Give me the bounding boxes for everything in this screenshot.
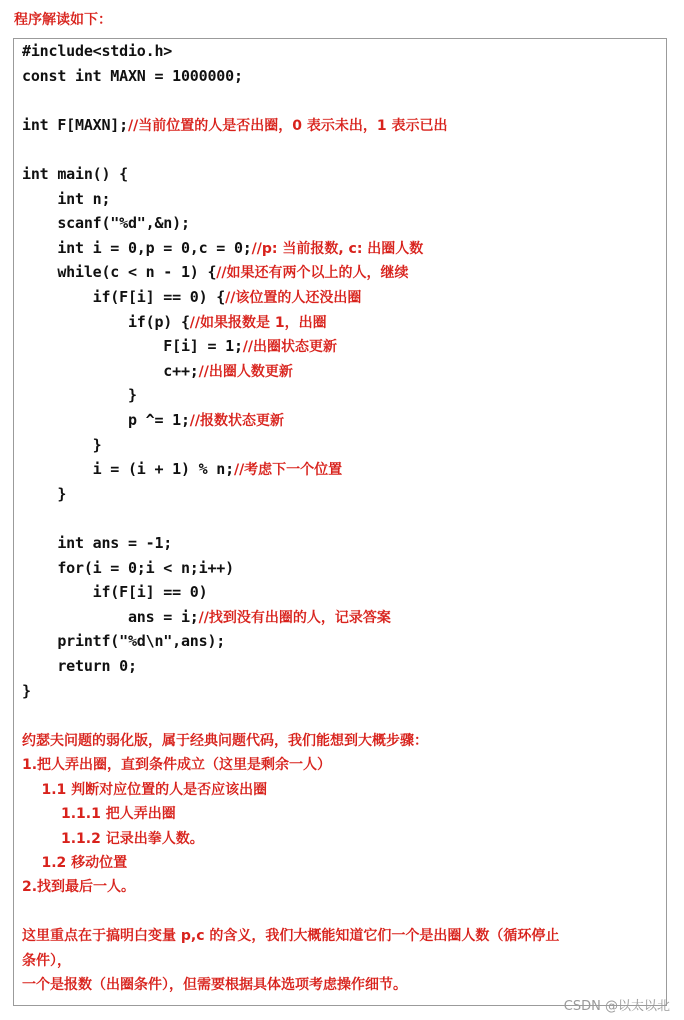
code-line [22, 39, 172, 63]
code-comment: //考虑下一个位置 [233, 462, 343, 479]
code-text: } [22, 681, 31, 700]
code-comment: //出圈人数更新 [198, 363, 293, 380]
code-line [22, 187, 110, 211]
code-text: while(c < n - 1) { [22, 263, 217, 282]
code-text: int main() { [22, 165, 128, 183]
code-line [22, 408, 284, 432]
code-line [22, 556, 234, 580]
code-comment: //找到没有出圈的人，记录答案 [198, 609, 391, 626]
code-line [22, 285, 361, 309]
code-line [22, 433, 101, 457]
code-comment: //出圈状态更新 [242, 339, 338, 356]
explanation-line: 条件）， [22, 952, 71, 969]
code-line [22, 629, 225, 653]
code-line [22, 211, 190, 235]
code-comment: //p: 当前报数, c: 出圈人数 [251, 240, 424, 257]
code-line [22, 260, 409, 284]
code-explanation-box [13, 38, 667, 1006]
explanation-line: 1.1.2 记录出拳人数。 [22, 830, 204, 847]
code-comment: //该位置的人还没出圈 [225, 290, 362, 306]
code-comment: //报数状态更新 [189, 413, 285, 429]
code-line [22, 236, 423, 260]
code-text: if(F[i] == 0) [22, 583, 208, 602]
code-text: ans = i; [22, 607, 199, 626]
explanation-line: 2.找到最后一人。 [22, 879, 136, 896]
explanation-line: 1.1 判断对应位置的人是否应该出圈 [22, 781, 268, 798]
code-text: int F[MAXN]; [22, 115, 128, 134]
code-line [22, 531, 172, 555]
code-comment: //如果报数是 1，出圈 [189, 314, 327, 331]
code-text: if(p) { [22, 312, 190, 331]
code-text: } [22, 386, 137, 405]
code-line [22, 310, 327, 334]
code-line [22, 482, 66, 506]
explanation-line: 1.2 移动位置 [22, 855, 128, 871]
code-text: i = (i + 1) % n; [22, 460, 234, 479]
code-line [22, 654, 137, 678]
code-line [22, 457, 342, 481]
code-line [22, 359, 293, 383]
explanation-line: 约瑟夫问题的弱化版，属于经典问题代码，我们能想到大概步骤： [22, 733, 428, 749]
code-text: if(F[i] == 0) { [22, 288, 226, 306]
code-text: p ^= 1; [22, 411, 190, 429]
watermark: CSDN @以太以北 [563, 999, 670, 1014]
explanation-line: 1.把人弄出圈，直到条件成立（这里是剩余一人） [22, 757, 332, 774]
code-comment: //如果还有两个以上的人，继续 [216, 265, 409, 282]
code-text: c++; [22, 361, 199, 380]
code-line [22, 580, 207, 604]
explanation-line: 一个是报数（出圈条件），但需要根据具体选项考虑操作细节。 [22, 977, 407, 993]
code-line [22, 334, 337, 358]
code-text: int n; [22, 189, 111, 208]
code-text: } [22, 484, 67, 503]
code-comment: //当前位置的人是否出圈，0 表示未出，1 表示已出 [127, 117, 448, 134]
code-text: scanf("%d",&n); [22, 214, 190, 233]
code-text: } [22, 435, 102, 454]
code-line [22, 679, 31, 703]
code-line [22, 162, 128, 186]
code-text: printf("%d\n",ans); [22, 632, 226, 651]
code-line [22, 383, 137, 407]
code-text: return 0; [22, 657, 137, 675]
code-text: for(i = 0;i < n;i++) [22, 558, 234, 577]
page-heading: 程序解读如下： [14, 12, 112, 28]
code-line [22, 605, 391, 629]
code-text: F[i] = 1; [22, 337, 243, 356]
code-line [22, 64, 243, 88]
explanation-line: 1.1.1 把人弄出圈 [22, 806, 176, 823]
code-text: int i = 0,p = 0,c = 0; [22, 238, 252, 257]
explanation-line: 这里重点在于搞明白变量 p,c 的含义，我们大概能知道它们一个是出圈人数（循环停止 [22, 928, 560, 945]
code-text: const int MAXN = 1000000; [22, 66, 243, 85]
code-text: #include<stdio.h> [22, 42, 173, 60]
code-text: int ans = -1; [22, 534, 173, 552]
code-line [22, 113, 447, 137]
